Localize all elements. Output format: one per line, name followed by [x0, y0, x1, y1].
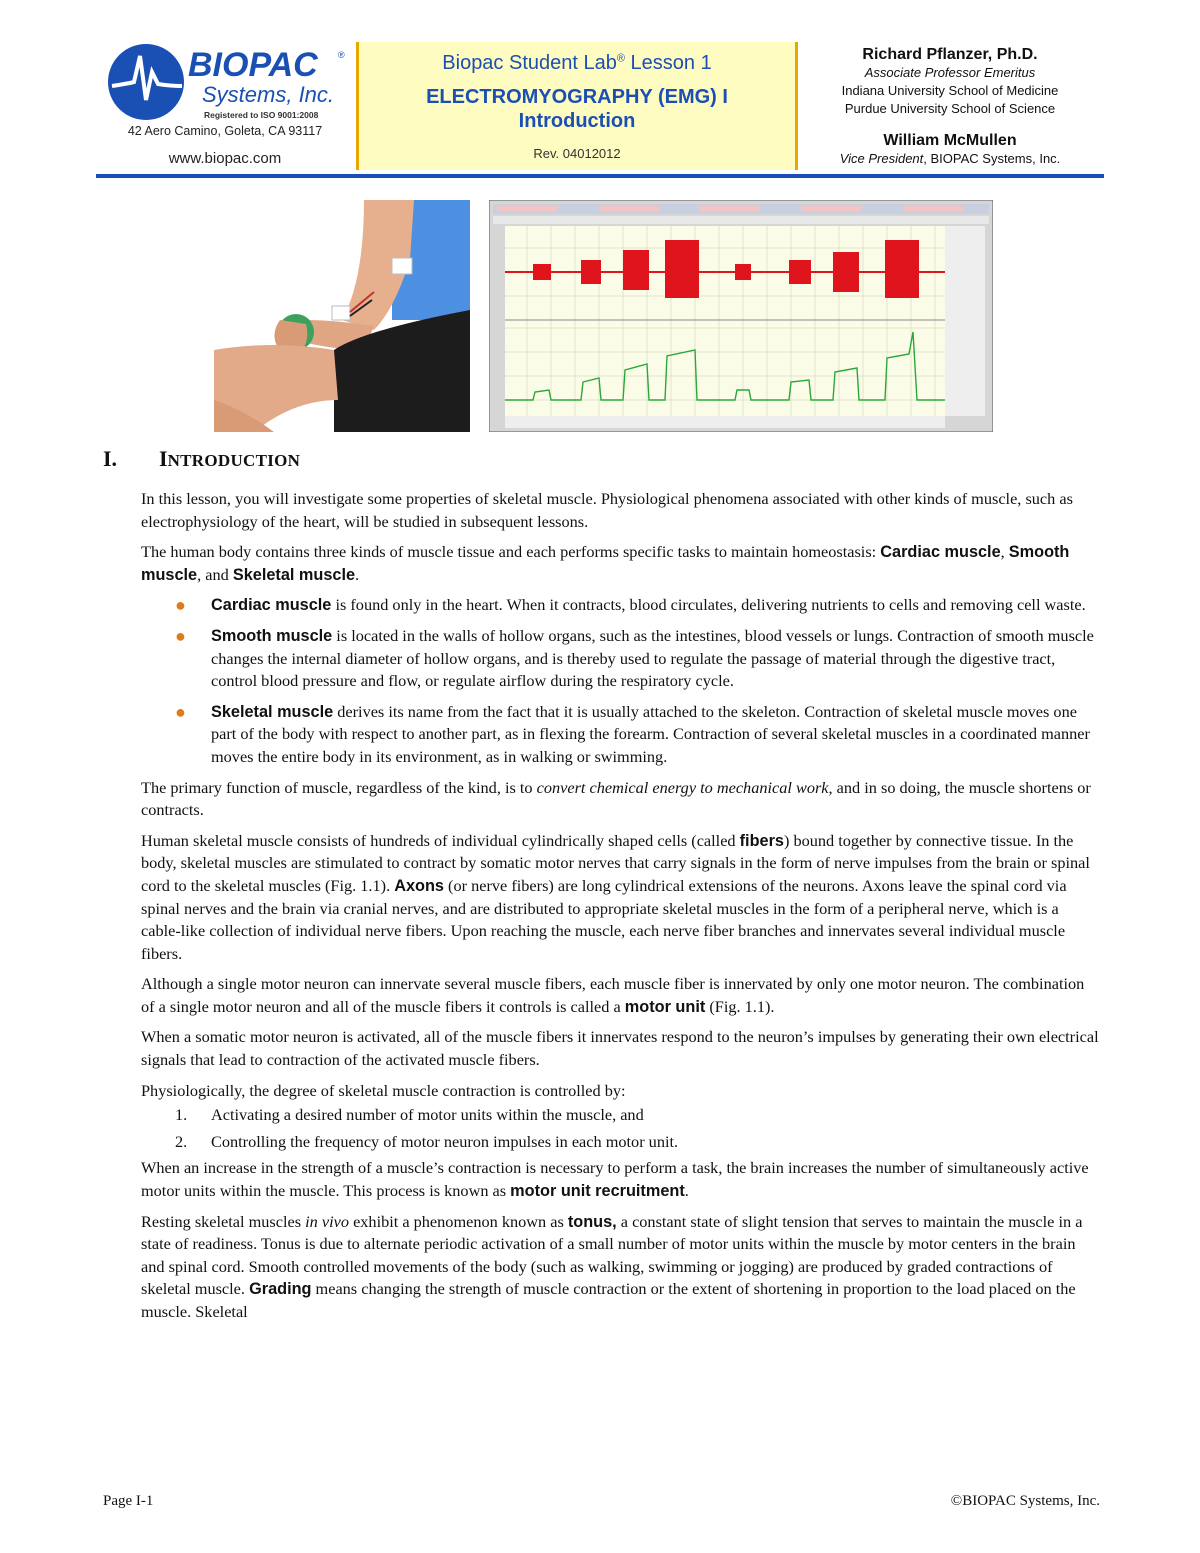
- paragraph: When an increase in the strength of a muscle’s contraction is necessary to perform a task, the brain increases the number of simultaneously active motor units within the muscle. This process is known as motor unit recruitment.: [141, 1158, 1089, 1201]
- term-smooth: Smooth muscle: [141, 543, 1070, 584]
- author-title: Associate Professor Emeritus: [864, 65, 1036, 80]
- header-divider: [96, 174, 1104, 178]
- bullet-icon: ●: [175, 701, 186, 722]
- list-item: ● Cardiac muscle is found only in the heart. When it contracts, blood circulates, delivering nutrients to cells and removing cell waste.: [175, 595, 1086, 616]
- logo-registered: Registered to ISO 9001:2008: [204, 110, 319, 120]
- arm-with-electrodes-photo: [214, 200, 470, 432]
- paragraph: Although a single motor neuron can innervate several muscle fibers, each muscle fiber is innervated by only one motor neuron. The combination of a single motor neuron and all of the muscle fibers it controls is called a motor unit (Fig. 1.1).: [141, 974, 1085, 1016]
- page-number: Page I-1: [103, 1493, 154, 1509]
- copyright-notice: ©BIOPAC Systems, Inc.: [950, 1493, 1100, 1509]
- list-item: 2. Controlling the frequency of motor neuron impulses in each motor unit.: [175, 1131, 679, 1151]
- term-skeletal: Skeletal muscle: [232, 565, 356, 584]
- logo-brand-sub: Systems, Inc.: [202, 82, 335, 107]
- paragraph: In this lesson, you will investigate some properties of skeletal muscle. Physiological phenomena associated with other kinds of muscle, such as electrophysiology of the heart, will be studied in subsequent lessons.: [141, 489, 1073, 531]
- lesson-part: Introduction: [518, 110, 636, 132]
- revision-label: Rev. 04012012: [533, 146, 621, 161]
- emg-recording-screenshot: [489, 200, 993, 432]
- lesson-subject: ELECTROMYOGRAPHY (EMG) I: [426, 86, 728, 108]
- section-heading: I. INTRODUCTION: [103, 446, 301, 471]
- muscle-types-list: [141, 594, 1101, 768]
- author-name: Richard Pflanzer, Ph.D.: [862, 46, 1038, 63]
- section-body: [141, 488, 1101, 1332]
- document-header: [96, 42, 1104, 178]
- term-cardiac: Cardiac muscle: [880, 543, 1001, 562]
- list-item: ● Skeletal muscle derives its name from the fact that it is usually attached to the skeleton. Contraction of skeletal muscle moves one part of the body with respect to another part, as in flexing the forearm. Contraction of several skeletal muscles in a coordinated manner moves the entire body in its environment, as in walking or swimming.: [175, 701, 1090, 766]
- paragraph: When a somatic motor neuron is activated, all of the muscle fibers it innervates respond to the neuron’s impulses by generating their own electrical signals that lead to contraction of the activated muscle fibers.: [141, 1027, 1099, 1070]
- paragraph: The primary function of muscle, regardless of the kind, is to convert chemical energy to mechanical work, and in so doing, the muscle shortens or contracts.: [141, 777, 1091, 820]
- bullet-icon: ●: [175, 595, 186, 616]
- paragraph: Physiologically, the degree of skeletal muscle contraction is controlled by:: [141, 1080, 626, 1100]
- company-url[interactable]: www.biopac.com: [168, 150, 282, 167]
- bullet-icon: ●: [175, 625, 186, 646]
- list-item: 1. Activating a desired number of motor units within the muscle, and: [175, 1105, 644, 1125]
- author-title: Vice President, BIOPAC Systems, Inc.: [839, 151, 1061, 166]
- biopac-logo-block: [96, 42, 354, 178]
- paragraph: Resting skeletal muscles in vivo exhibit a phenomenon known as tonus, a constant state of slight tension that serves to maintain the muscle in a state of readiness. Tonus is due to alternate periodic activation of a small number of motor units within the muscle by motor centers in the brain and spinal cord. Smooth controlled movements of the body (such as walking, swimming or jogging) are produced by graded contractions of skeletal muscle. Grading means changing the strength of muscle contraction or the extent of shortening in proportion to the load placed on the muscle. Skeletal: [141, 1211, 1083, 1321]
- biopac-logo-icon: [106, 42, 346, 122]
- company-address: 42 Aero Camino, Goleta, CA 93117: [127, 124, 323, 138]
- list-item: ● Smooth muscle is located in the walls of hollow organs, such as the intestines, blood vessels or lungs. Contraction of smooth muscle changes the internal diameter of hollow organs, and is thereby used to regulate the passage of material through the digestive tract, control blood pressure and flow, or regulate airflow during the respiratory cycle.: [175, 625, 1094, 691]
- paragraph: The human body contains three kinds of muscle tissue and each performs specific tasks to maintain homeostasis: Cardiac muscle, Smooth muscle, and Skeletal muscle.: [141, 542, 1070, 584]
- section-number: I.: [103, 446, 118, 471]
- lesson-title: Biopac Student Lab® Lesson 1: [442, 52, 712, 74]
- lesson-title-box: [356, 42, 798, 170]
- control-factors-list: [141, 1104, 1101, 1153]
- svg-text:®: ®: [338, 50, 345, 60]
- author-name: William McMullen: [883, 132, 1017, 149]
- logo-brand: BIOPAC: [188, 46, 318, 84]
- authors-block: [796, 42, 1104, 168]
- paragraph: Human skeletal muscle consists of hundreds of individual cylindrically shaped cells (called fibers) bound together by connective tissue. In the body, skeletal muscles are stimulated to contract by somatic motor nerves that carry signals in the form of nerve impulses from the brain or spinal cord to the skeletal muscles (Fig. 1.1). Axons (or nerve fibers) are long cylindrical extensions of the neurons. Axons leave the spinal cord via spinal nerves and the brain via cranial nerves, and are distributed to appropriate skeletal muscles in the form of a peripheral nerve, which is a cable-like collection of individual nerve fibers. Upon reaching the muscle, each nerve fiber branches and innervates several individual muscle fibers.: [141, 830, 1090, 963]
- author-affiliation: Indiana University School of Medicine: [841, 83, 1059, 98]
- author-affiliation: Purdue University School of Science: [844, 101, 1056, 116]
